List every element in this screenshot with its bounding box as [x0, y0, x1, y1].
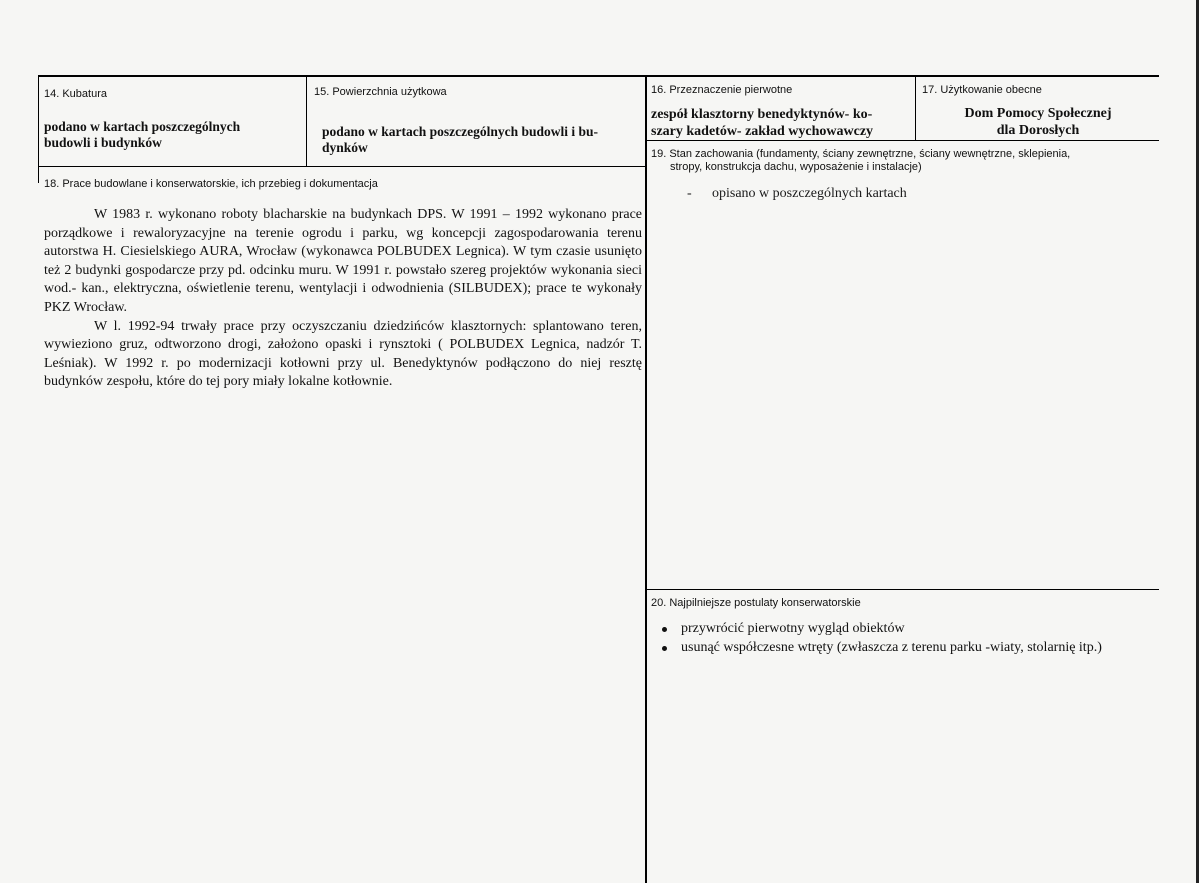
field-19-label-line1: 19. Stan zachowania (fundamenty, ściany zewnętrzne, ściany wewnętrzne, sklepienia, — [651, 148, 1071, 160]
list-item-text: przywrócić pierwotny wygląd obiektów — [681, 621, 905, 636]
field-16-label: 16. Przeznaczenie pierwotne — [651, 84, 793, 96]
field-17-value-line1: Dom Pomocy Społecznej — [964, 106, 1112, 121]
field-15-value — [322, 124, 598, 156]
field-15-value-line1: podano w kartach poszczególnych budowli i bu- — [322, 124, 599, 139]
vline-center — [645, 75, 647, 883]
field-19-label-line2: stropy, konstrukcja dachu, wyposażenie i instalacje) — [670, 161, 922, 173]
field-17-label: 17. Użytkowanie obecne — [922, 84, 1042, 96]
field-19-dash: - — [687, 186, 692, 201]
list-item-text: usunąć współczesne wtręty (zwłaszcza z terenu parku -wiaty, stolarnię itp.) — [681, 639, 1102, 655]
field-20-label: 20. Najpilniejsze postulaty konserwatorskie — [651, 597, 861, 609]
field-17-value-line2: dla Dorosłych — [996, 123, 1080, 138]
field-18-label: 18. Prace budowlane i konserwatorskie, ich przebieg i dokumentacja — [44, 178, 378, 190]
top-rule — [38, 75, 1159, 77]
vline-14-15 — [306, 75, 307, 166]
list-item — [660, 620, 1130, 639]
field-17-value — [917, 105, 1159, 139]
list-item — [660, 639, 1130, 658]
bullet-icon — [662, 646, 667, 651]
field-16-value-line2: szary kadetów- zakład wychowawczy — [651, 124, 874, 139]
field-18-paragraph: W 1983 r. wykonano roboty blacharskie na budynkach DPS. W 1991 – 1992 wykonano prace porządkowe i rewaloryzacyjne na terenie ogrodu i parku, wg koncepcji zagospodarowania terenu autorstwa H. Ciesielskiego AURA, Wrocław (wykonawca POLBUDEX Legnica). W tym czasie usunięto też 2 budynki gospodarcze przy pd. odcinku muru. W 1991 r. powstało szereg projektów wykonania sieci wod.- kan., elektryczna, oświetlenie terenu, wentylacji i odwodnienia (SILBUDEX); prace te wykonały PKZ Wrocław. — [44, 207, 642, 315]
field-19-value: opisano w poszczególnych kartach — [712, 186, 907, 201]
field-20-list — [660, 620, 1130, 657]
field-18-paragraph: W l. 1992-94 trwały prace przy oczyszczaniu dziedzińców klasztornych: splantowano teren, wywieziono gruz, odtworzono drogi, założono opaski i rynsztoki ( POLBUDEX Legnica, nadzór T. Leśniak). W 1992 r. po modernizacji kotłowni przy ul. Benedyktynów podłączono do niej resztę budynków zespołu, które do tej pory miały lokalne kotłownie. — [44, 318, 642, 390]
field-15-value-line2: dynków — [322, 140, 368, 155]
field-19-label — [651, 148, 1070, 174]
field-14-value-line2: budowli i budynków — [44, 135, 162, 150]
field-16-value — [651, 106, 873, 140]
field-14-label: 14. Kubatura — [44, 88, 107, 100]
field-16-value-line1: zespół klasztorny benedyktynów- ko- — [651, 107, 873, 122]
hline-under-16-17 — [645, 140, 1159, 141]
vline-16-17 — [915, 75, 916, 141]
field-14-value — [44, 119, 240, 151]
bullet-icon — [662, 627, 667, 632]
field-14-value-line1: podano w kartach poszczególnych — [44, 119, 241, 134]
hline-under-14-15 — [38, 166, 646, 167]
field-18-text — [44, 206, 642, 392]
field-15-label: 15. Powierzchnia użytkowa — [314, 86, 447, 98]
hline-above-20 — [645, 589, 1159, 590]
